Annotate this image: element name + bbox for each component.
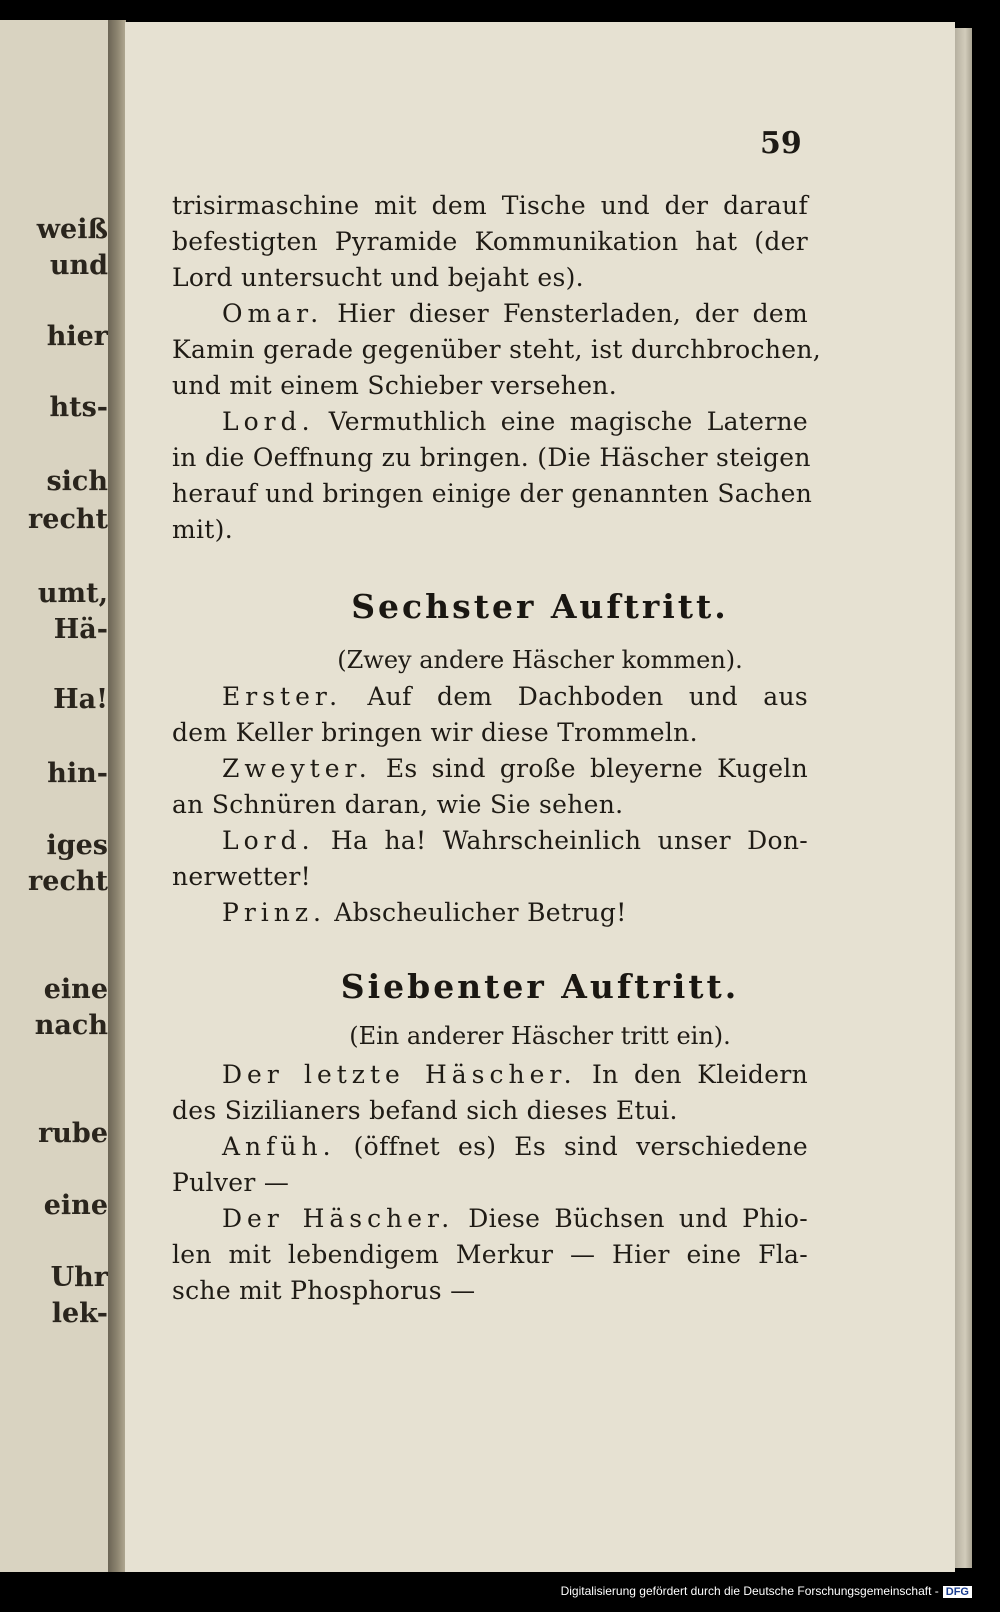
speech-line [222,756,808,781]
page-edge [955,28,972,1568]
speaker-name: Lord. [222,407,315,436]
speaker-name: Der Häscher. [222,1204,455,1233]
text-line: und mit einem Schieber versehen. [172,371,617,400]
speaker-name: Prinz. [222,898,326,927]
left-fragment: hts- [49,392,108,423]
text-line: Pulver — [172,1168,290,1197]
speaker-name: Anfüh. [222,1132,336,1161]
stage-direction: (Zwey andere Häscher kommen). [337,646,743,674]
speech-text: Hier dieser Fensterladen, der dem [337,299,808,328]
text-line: befestigten Pyramide Kommunikation hat (der [172,227,808,256]
text-line: dem Keller bringen wir diese Trommeln. [172,718,698,747]
text-line: Kamin gerade gegenüber steht, ist durchbrochen, [172,335,821,364]
speech-text: Es sind große bleyerne Kugeln [385,754,808,783]
left-fragment: recht [28,866,108,897]
speaker-name: Erster. [222,682,343,711]
left-fragment: nach [34,1010,108,1041]
speaker-name: Zweyter. [222,754,372,783]
text-line: herauf und bringen einige der genannten Sachen [172,479,813,508]
digitization-credit [561,1584,972,1598]
speaker-name: Lord. [222,826,315,855]
left-fragment: Uhr [50,1262,108,1293]
book-gutter [108,20,126,1572]
speech-line [222,1062,808,1087]
left-fragment: umt, [37,578,108,609]
left-fragment: hin- [47,758,108,789]
left-fragment: und [49,250,108,281]
left-fragment: eine [43,1190,108,1221]
speech-text: In den Kleidern [591,1060,808,1089]
dfg-logo: DFG [943,1586,972,1598]
speech-text: Diese Büchsen und Phio- [468,1204,808,1233]
text-line: len mit lebendigem Merkur — Hier eine Fla- [172,1240,808,1269]
text-line: trisirmaschine mit dem Tische und der darauf [172,191,808,220]
speech-text: Ha ha! Wahrscheinlich unser Don- [330,826,808,855]
speech-text: (öffnet es) Es sind verschiedene [353,1132,809,1161]
speech-line [222,900,808,925]
speech-line [222,684,808,709]
speech-line [222,1134,808,1159]
left-fragment: weiß [36,214,108,245]
left-fragment: iges [46,830,108,861]
speech-text: Abscheulicher Betrug! [334,898,627,927]
left-fragment: rube [38,1118,108,1149]
left-fragment: Hä- [53,614,108,645]
speech-line [222,409,808,434]
speech-line [222,301,808,326]
speech-line [222,828,808,853]
speech-text: Auf dem Dachboden und aus [367,682,808,711]
text-line: des Sizilianers befand sich dieses Etui. [172,1096,678,1125]
left-fragment: recht [28,504,108,535]
speech-line [222,1206,808,1231]
left-page-fragment [0,20,112,1572]
credit-text: Digitalisierung gefördert durch die Deutsche Forschungsgemeinschaft - [560,1584,939,1598]
scene-heading: Siebenter Auftritt. [340,967,740,1006]
left-fragment: eine [43,974,108,1005]
speaker-name: Omar. [222,299,324,328]
stage-direction: (Ein anderer Häscher tritt ein). [349,1022,731,1050]
left-fragment: lek- [51,1298,108,1329]
left-fragment: sich [46,466,108,497]
scene-heading: Sechster Auftritt. [351,587,729,626]
text-line: in die Oeffnung zu bringen. (Die Häscher steigen [172,443,811,472]
text-line: Lord untersucht und bejaht es). [172,263,584,292]
left-fragment: hier [46,321,108,352]
speaker-name: Der letzte Häscher. [222,1060,577,1089]
page-number: 59 [760,126,802,161]
text-line: sche mit Phosphorus — [172,1276,476,1305]
speech-text: Vermuthlich eine magische Laterne [328,407,808,436]
text-line: an Schnüren daran, wie Sie sehen. [172,790,624,819]
text-line: nerwetter! [172,862,311,891]
left-fragment: Ha! [53,684,108,715]
text-line: mit). [172,515,233,544]
